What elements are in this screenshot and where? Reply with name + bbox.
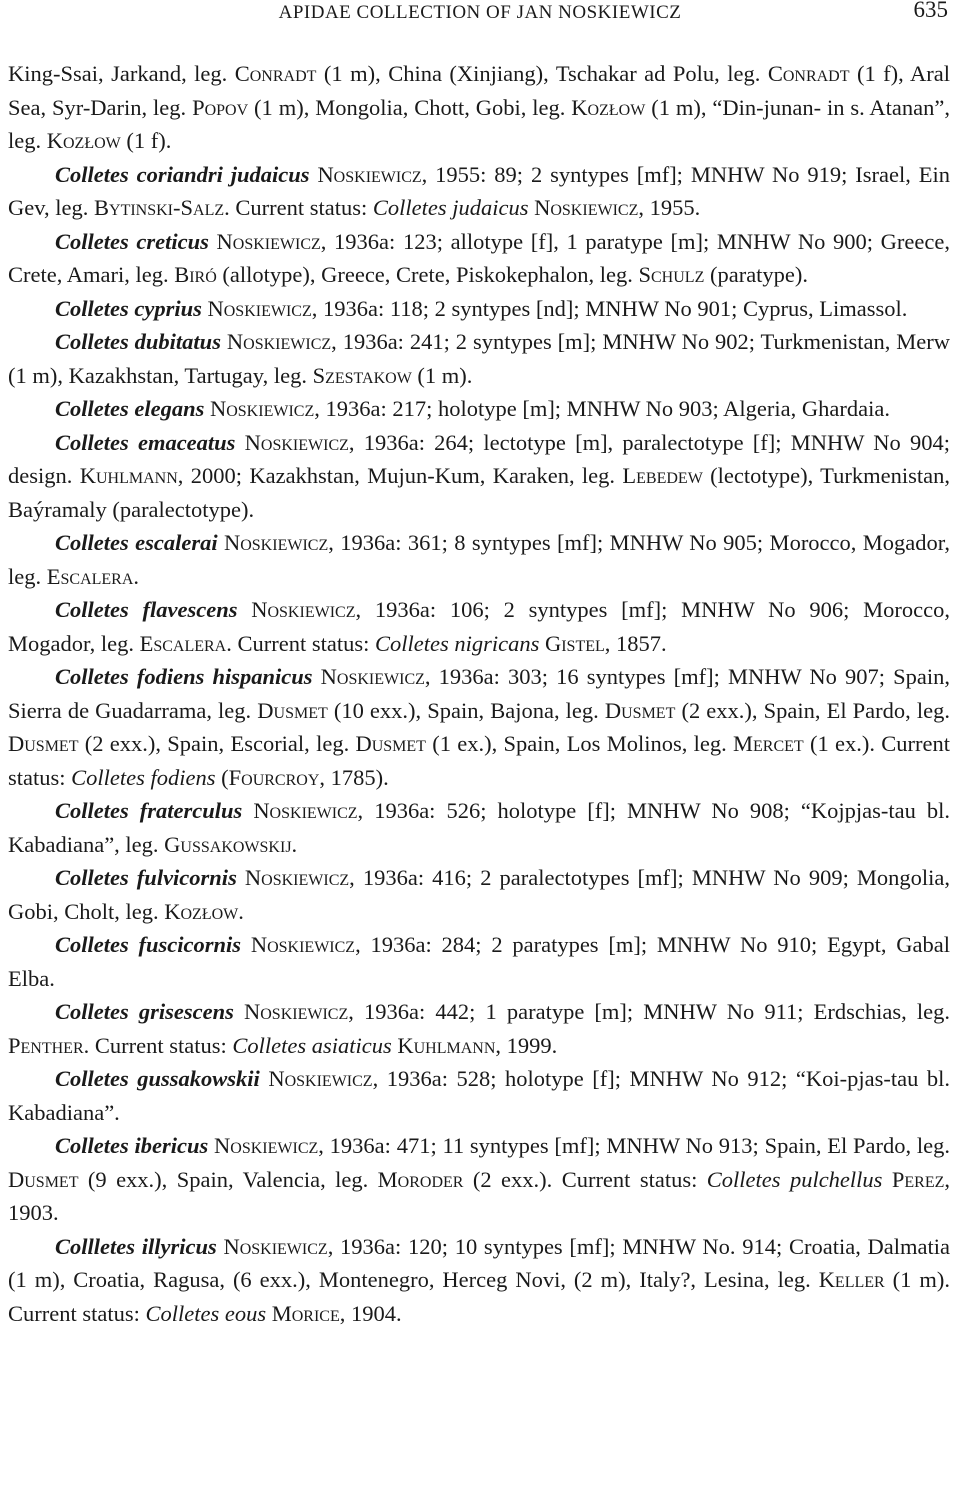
species-entry: [8, 794, 950, 861]
collector-name: Perez: [891, 1166, 945, 1192]
species-author: Noskiewicz: [223, 530, 329, 555]
collector-name: Noskiewicz: [534, 195, 639, 220]
collector-name: Dusmet: [257, 697, 328, 723]
entry-text: , 1785).: [319, 764, 389, 790]
current-status-name: Colletes pulchellus: [706, 1166, 883, 1192]
entry-text: (10 exx.), Spain, Bajona, leg.: [327, 697, 605, 723]
entry-text: , 1936a: 361; 8 syntypes [mf]; MNHW No 905; Morocco, Mogador, leg.: [8, 530, 950, 589]
species-name: Colletes creticus: [55, 228, 209, 254]
species-author: Noskiewicz: [244, 999, 349, 1024]
species-author: Noskiewicz: [216, 228, 321, 254]
entry-text: . Current status:: [226, 630, 375, 656]
species-author: Noskiewicz: [250, 932, 356, 957]
collector-name: Lebedew: [622, 463, 703, 488]
species-name: Colletes fodiens hispanicus: [55, 664, 313, 689]
species-name: Colletes elegans: [55, 396, 205, 421]
species-author: Noskiewicz: [244, 429, 349, 455]
entry-text: , 1955: 89; 2 syntypes [mf]; MNHW No 919; Israel, Ein Gev, leg.: [8, 161, 951, 220]
species-name: Colletes fuscicornis: [55, 932, 242, 957]
species-entry: [8, 325, 950, 392]
collector-name: Penther: [8, 1032, 84, 1058]
entry-text: (1 f).: [120, 128, 172, 153]
entry-text: , 1936a: 416; 2 paralectotypes [mf]; MNHW No 909; Mongolia, Gobi, Cholt, leg.: [8, 865, 951, 924]
species-entry: [8, 660, 950, 794]
species-entry: [8, 1230, 950, 1331]
collector-name: Conradt: [767, 61, 850, 86]
species-author: Noskiewicz: [226, 329, 332, 354]
species-name: Colletes flavescens: [55, 597, 238, 622]
entry-text: , 1936a: 217; holotype [m]; MNHW No 903; Algeria, Ghardaia.: [314, 396, 890, 421]
collector-name: Moroder: [377, 1166, 464, 1192]
species-entry: [8, 1062, 950, 1129]
entry-text: .: [133, 563, 140, 589]
species-author: Noskiewicz: [223, 1233, 328, 1259]
entry-text: , 1936a: 241; 2 syntypes [m]; MNHW No 902; Turkmenistan, Merw (1 m), Kazakhstan, Tartugay, leg.: [8, 329, 951, 388]
entry-text: (1 m), China (Xinjiang), Tschakar ad Polu, leg.: [316, 61, 768, 86]
entry-text: (2 exx.). Current status:: [463, 1166, 707, 1192]
collector-name: Kozłow: [46, 128, 121, 153]
collector-name: Schulz: [638, 262, 705, 287]
entry-text: , 1936a: 442; 1 paratype [m]; MNHW No 911; Erdschias, leg.: [348, 999, 950, 1024]
entry-text: , 1936a: 264; lectotype [m], paralectotype [f]; MNHW No 904; design.: [8, 429, 950, 488]
collector-name: Kozłow: [164, 898, 239, 924]
entry-text: (9 exx.), Spain, Valencia, leg.: [78, 1166, 378, 1192]
collector-name: Conradt: [234, 61, 317, 86]
current-status-name: Colletes fodiens: [71, 764, 216, 790]
collector-name: Escalera: [139, 630, 227, 656]
species-author: Noskiewicz: [209, 396, 315, 421]
entry-text: , 1936a: 303; 16 syntypes [mf]; MNHW No 907; Spain, Sierra de Guadarrama, leg.: [8, 664, 950, 723]
collector-name: Gussakowskij: [164, 831, 292, 857]
entry-text: , 1936a: 528; holotype [f]; MNHW No 912; “Koi-pjas-tau bl. Kabadiana”.: [8, 1066, 951, 1125]
entry-text: , 1903.: [8, 1166, 950, 1225]
entry-text: , 1936a: 120; 10 syntypes [mf]; MNHW No. 914; Croatia, Dalmatia (1 m), Croatia, Ragusa, (6 exx.), Montenegro, Herceg Novi, (2 m), Italy?, Lesina, leg.: [8, 1233, 951, 1292]
collector-name: Keller: [818, 1267, 885, 1292]
collector-name: Kuhlmann: [79, 463, 178, 488]
collector-name: Dusmet: [8, 731, 79, 756]
entry-text: , 1999.: [495, 1032, 558, 1058]
collector-name: Dusmet: [355, 731, 426, 756]
species-author: Noskiewicz: [317, 161, 422, 187]
species-entry: [8, 995, 950, 1062]
body-text: [8, 57, 950, 1330]
species-author: Noskiewicz: [320, 664, 425, 689]
species-author: Noskiewicz: [268, 1066, 373, 1091]
current-status-name: Colletes nigricans: [374, 630, 540, 656]
running-head: [8, 0, 952, 30]
entry-text: (lectotype), Turkmenistan, Baýramaly (paralectotype).: [8, 463, 950, 522]
species-author: Noskiewicz: [244, 865, 350, 890]
species-entry: [8, 426, 950, 527]
entry-text: , 1904.: [339, 1300, 402, 1326]
species-entry: [8, 593, 950, 660]
current-status-name: Colletes eous: [145, 1300, 267, 1326]
collector-name: Biró: [174, 262, 217, 287]
entry-text: . Current status:: [83, 1032, 233, 1058]
species-entry: [8, 292, 950, 326]
species-author: Noskiewicz: [207, 295, 312, 321]
entry-text: .: [291, 831, 298, 857]
collector-name: Morice: [271, 1300, 340, 1326]
species-entry: [8, 526, 950, 593]
current-status-name: Colletes judaicus: [372, 195, 529, 220]
collector-name: Dusmet: [604, 697, 676, 723]
species-name: Colletes fraterculus: [55, 798, 243, 823]
collector-name: Kozłow: [571, 94, 646, 120]
entry-text: (1 m), “Din-junan- in s. Atanan”, leg.: [8, 94, 950, 153]
entry-text: [882, 1167, 891, 1192]
species-name: Colletes grisescens: [55, 999, 234, 1024]
continuation-paragraph: [8, 57, 950, 158]
collector-name: Popov: [192, 94, 249, 120]
species-name: Colletes gussakowskii: [55, 1066, 260, 1091]
entry-text: , 1936a: 118; 2 syntypes [nd]; MNHW No 901; Cyprus, Limassol.: [311, 295, 908, 321]
running-title: APIDAE COLLECTION OF JAN NOSKIEWICZ: [278, 2, 682, 23]
species-name: Colletes coriandri judaicus: [55, 161, 310, 187]
entry-text: , 2000; Kazakhstan, Mujun-Kum, Karaken, leg.: [177, 463, 623, 488]
entry-text: , 1936a: 123; allotype [f], 1 paratype [m]; MNHW No 900; Greece, Crete, Amari, leg.: [8, 228, 950, 287]
species-name: Colletes escalerai: [55, 530, 218, 555]
species-entry: [8, 1129, 950, 1230]
entry-text: (paratype).: [704, 262, 809, 287]
entry-text: .: [238, 898, 244, 924]
species-author: Noskiewicz: [251, 597, 356, 622]
species-name: Colletes ibericus: [55, 1133, 209, 1158]
entry-text: , 1936a: 284; 2 paratypes [m]; MNHW No 910; Egypt, Gabal Elba.: [8, 932, 950, 991]
species-name: Collletes illyricus: [55, 1233, 217, 1259]
entry-text: (allotype), Greece, Crete, Piskokephalon, leg.: [216, 262, 639, 287]
entry-text: (1 m).: [411, 362, 473, 388]
entry-text: (1 m), Mongolia, Chott, Gobi, leg.: [248, 94, 572, 120]
species-name: Colletes dubitatus: [55, 329, 221, 354]
entry-text: (1 f), Aral Sea, Syr-Darin, leg.: [8, 61, 951, 120]
species-entry: [8, 158, 950, 225]
entry-text: (1 m). Current status:: [8, 1267, 950, 1326]
entry-text: (2 exx.), Spain, Escorial, leg.: [78, 731, 356, 756]
species-name: Colletes fulvicornis: [55, 865, 237, 890]
collector-name: Escalera: [46, 563, 134, 589]
entry-text: , 1936a: 526; holotype [f]; MNHW No 908; “Kojpjas-tau bl. Kabadiana”, leg.: [8, 798, 950, 857]
page-number: 635: [913, 0, 948, 22]
entry-text: . Current status:: [224, 195, 373, 220]
entry-text: , 1936a: 106; 2 syntypes [mf]; MNHW No 906; Morocco, Mogador, leg.: [8, 597, 951, 656]
entry-text: (1 ex.), Spain, Los Molinos, leg.: [425, 731, 734, 756]
entry-text: (2 exx.), Spain, El Pardo, leg.: [675, 697, 950, 723]
species-entry: [8, 928, 950, 995]
species-name: Colletes cyprius: [55, 295, 202, 321]
collector-name: Fourcroy: [228, 764, 320, 790]
collector-name: Gistel: [544, 630, 605, 656]
species-author: Noskiewicz: [214, 1133, 319, 1158]
collector-name: Szestakow: [312, 362, 412, 388]
species-entry: [8, 861, 950, 928]
entry-text: King-Ssai, Jarkand, leg.: [8, 61, 235, 86]
entry-text: , 1857.: [604, 630, 667, 656]
entry-text: (: [215, 764, 229, 790]
entry-text: (1 ex.). Current status:: [8, 731, 950, 790]
collector-name: Mercet: [733, 731, 804, 756]
species-name: Colletes emaceatus: [55, 429, 236, 455]
species-author: Noskiewicz: [253, 798, 358, 823]
collector-name: Bytinski-Salz: [94, 195, 225, 220]
species-entry: [8, 225, 950, 292]
collector-name: Dusmet: [8, 1166, 79, 1192]
species-entry: [8, 392, 950, 426]
entry-text: , 1936a: 471; 11 syntypes [mf]; MNHW No 913; Spain, El Pardo, leg.: [318, 1133, 950, 1158]
entry-text: , 1955.: [638, 195, 701, 220]
collector-name: Kuhlmann: [397, 1032, 496, 1058]
current-status-name: Colletes asiaticus: [232, 1032, 392, 1058]
